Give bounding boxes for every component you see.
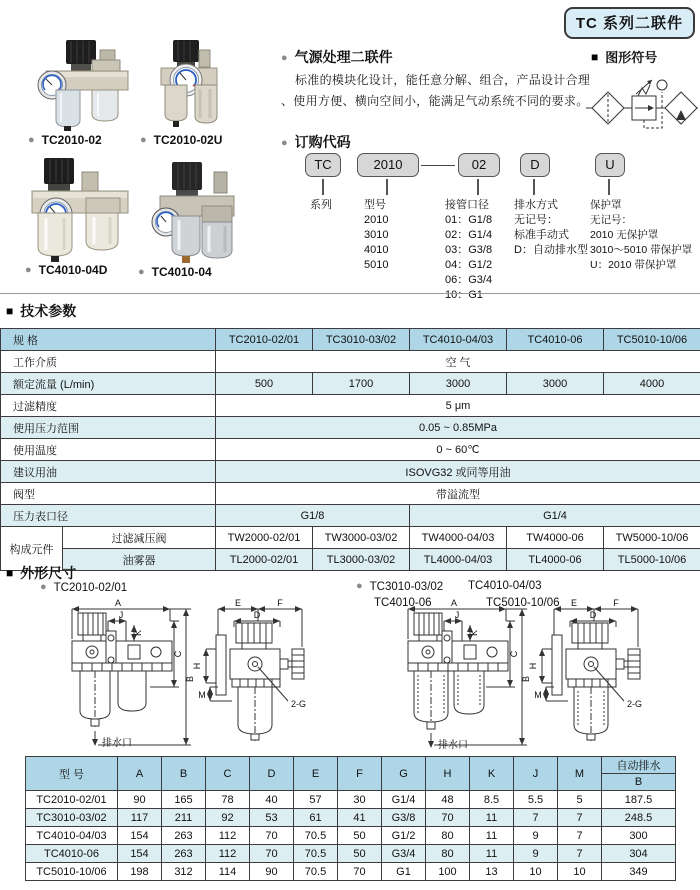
drain-port-label: 排水口 — [102, 738, 132, 749]
code-legend-series: 系列 — [310, 199, 332, 211]
tech-params-table — [0, 328, 700, 571]
dimension-drawing-tc3010-5010 — [388, 597, 658, 755]
tech-params-title: ■ 技术参数 — [6, 303, 77, 319]
dim-label-b: B — [521, 675, 531, 683]
intro-title: ● 气源处理二联件 — [281, 49, 393, 65]
product-photo-tc2010-02 — [30, 38, 135, 132]
product-label: ● TC2010-02U — [140, 133, 223, 147]
dimension-drawing-tc2010 — [52, 597, 322, 755]
code-box-model: 2010 — [357, 153, 419, 177]
product-label: ● TC4010-04 — [138, 265, 212, 279]
code-box-port: 02 — [458, 153, 500, 177]
product-label: ● TC4010-04D — [25, 263, 108, 277]
dims-title: ■ 外形尺寸 — [6, 565, 77, 581]
code-legend-model: 型号 2010 3010 4010 5010 — [364, 199, 389, 271]
dim-label-a: A — [450, 598, 458, 608]
dim-label-h: H — [192, 662, 202, 670]
bullet-icon: ● — [140, 134, 147, 146]
table-row: 使用温度 0 ~ 60℃ — [1, 439, 700, 461]
table-row: 压力表口径 G1/8 G1/4 — [1, 505, 700, 527]
section-square-icon: ■ — [6, 304, 14, 318]
bullet-icon: ● — [28, 134, 35, 146]
dim-label-d: D — [253, 610, 261, 620]
table-row: 规 格 TC2010-02/01 TC3010-03/02 TC4010-04/03 TC4010-06 TC5010-10/06 — [1, 329, 700, 351]
table-row: 工作介质 空 气 — [1, 351, 700, 373]
bullet-icon: ● — [281, 52, 288, 64]
dim-label-f: F — [277, 598, 283, 608]
code-legend-port: 接管口径 01：G1/8 02：G1/4 03：G3/8 04：G1/2 06：G3/4 10：G1 — [445, 199, 493, 301]
bullet-icon: ● — [281, 137, 288, 149]
table-row: 阀型 带溢流型 — [1, 483, 700, 505]
ordering-title: ● 订购代码 — [281, 134, 351, 150]
dim-label-j: J — [118, 610, 124, 620]
table-row: TC3010-03/02 117 211 92 53 61 41 G3/8 70 11 7 7 248.5 — [26, 809, 676, 827]
dim-label-c: C — [509, 650, 519, 658]
dim-label-m: M — [534, 690, 542, 700]
port-label-2g: 2-G — [627, 699, 643, 709]
code-box-drain: D — [520, 153, 550, 177]
table-row: TC4010-06 154 263 112 70 70.5 50 G3/4 80 11 9 7 304 — [26, 845, 676, 863]
product-photo-tc2010-02u — [147, 40, 229, 132]
bullet-icon: ● — [356, 580, 363, 592]
dim-label-e: E — [234, 598, 242, 608]
dim-label-j: J — [454, 610, 460, 620]
dims-right-model-labels: ● TC3010-03/02 TC4010-04/03 TC4010-06 TC5010-10/06 — [356, 580, 560, 609]
table-row: TC4010-04/03 154 263 112 70 70.5 50 G1/2 80 11 9 7 300 — [26, 827, 676, 845]
table-row: 油雾器 TL2000-02/01 TL3000-03/02 TL4000-04/03 TL4000-06 TL5000-10/06 — [1, 549, 700, 571]
dim-label-k: K — [469, 629, 479, 637]
pneumatic-symbol — [586, 70, 698, 141]
table-row: 过滤精度 5 μm — [1, 395, 700, 417]
dims-left-model-label: ● TC2010-02/01 — [40, 581, 128, 594]
table-row: B — [26, 774, 676, 791]
dim-label-f: F — [613, 598, 619, 608]
symbol-title: ■ 图形符号 — [591, 50, 658, 65]
section-square-icon: ■ — [591, 50, 599, 64]
table-row: 额定流量 (L/min) 500 1700 3000 3000 4000 — [1, 373, 700, 395]
section-square-icon: ■ — [6, 566, 14, 580]
code-dash — [421, 165, 455, 166]
table-row: 型 号 A B C D E F G H K J M 自动排水 — [26, 757, 676, 774]
ordering-code-diagram — [280, 148, 700, 301]
table-row: 使用压力范围 0.05 ~ 0.85MPa — [1, 417, 700, 439]
table-row: TC2010-02/01 90 165 78 40 57 30 G1/4 48 8.5 5.5 5 187.5 — [26, 791, 676, 809]
product-label: ● TC2010-02 — [28, 133, 102, 147]
dimensions-table — [25, 756, 676, 881]
dim-label-m: M — [198, 690, 206, 700]
bullet-icon: ● — [40, 581, 47, 593]
intro-desc-line2: 、使用方便、横向空间小，能满足气动系统不同的要求。 — [281, 94, 589, 108]
series-badge: TC 系列二联件 — [564, 7, 695, 39]
table-row: 构成元件 过滤减压阀 TW2000-02/01 TW3000-03/02 TW4000-04/03 TW4000-06 TW5000-10/06 — [1, 527, 700, 549]
dim-label-d: D — [589, 610, 597, 620]
product-photo-tc4010-04 — [138, 160, 243, 266]
dim-label-k: K — [133, 629, 143, 637]
bullet-icon: ● — [138, 266, 145, 278]
dim-label-c: C — [173, 650, 183, 658]
code-box-cover: U — [595, 153, 625, 177]
table-row: 建议用油 ISOVG32 或同等用油 — [1, 461, 700, 483]
drain-port-label: 排水口 — [438, 740, 468, 751]
code-box-series: TC — [305, 153, 341, 177]
product-photo-tc4010-04d — [26, 158, 136, 262]
separator-line — [0, 293, 700, 294]
bullet-icon: ● — [25, 264, 32, 276]
dim-label-h: H — [528, 662, 538, 670]
table-row: TC5010-10/06 198 312 114 90 70.5 70 G1 100 13 10 10 349 — [26, 863, 676, 881]
code-legend-cover: 保护罩 无记号： 2010 无保护罩 3010～5010 带保护罩 U：2010 带保护罩 — [590, 199, 693, 271]
port-label-2g: 2-G — [291, 699, 307, 709]
dim-label-b: B — [185, 675, 195, 683]
dim-label-a: A — [114, 598, 122, 608]
dim-label-e: E — [570, 598, 578, 608]
code-legend-drain: 排水方式 无记号： 标准手动式 D：自动排水型 — [514, 199, 588, 256]
intro-desc-line1: 标准的模块化设计，能任意分解、组合，产品设计合理 — [295, 73, 591, 87]
